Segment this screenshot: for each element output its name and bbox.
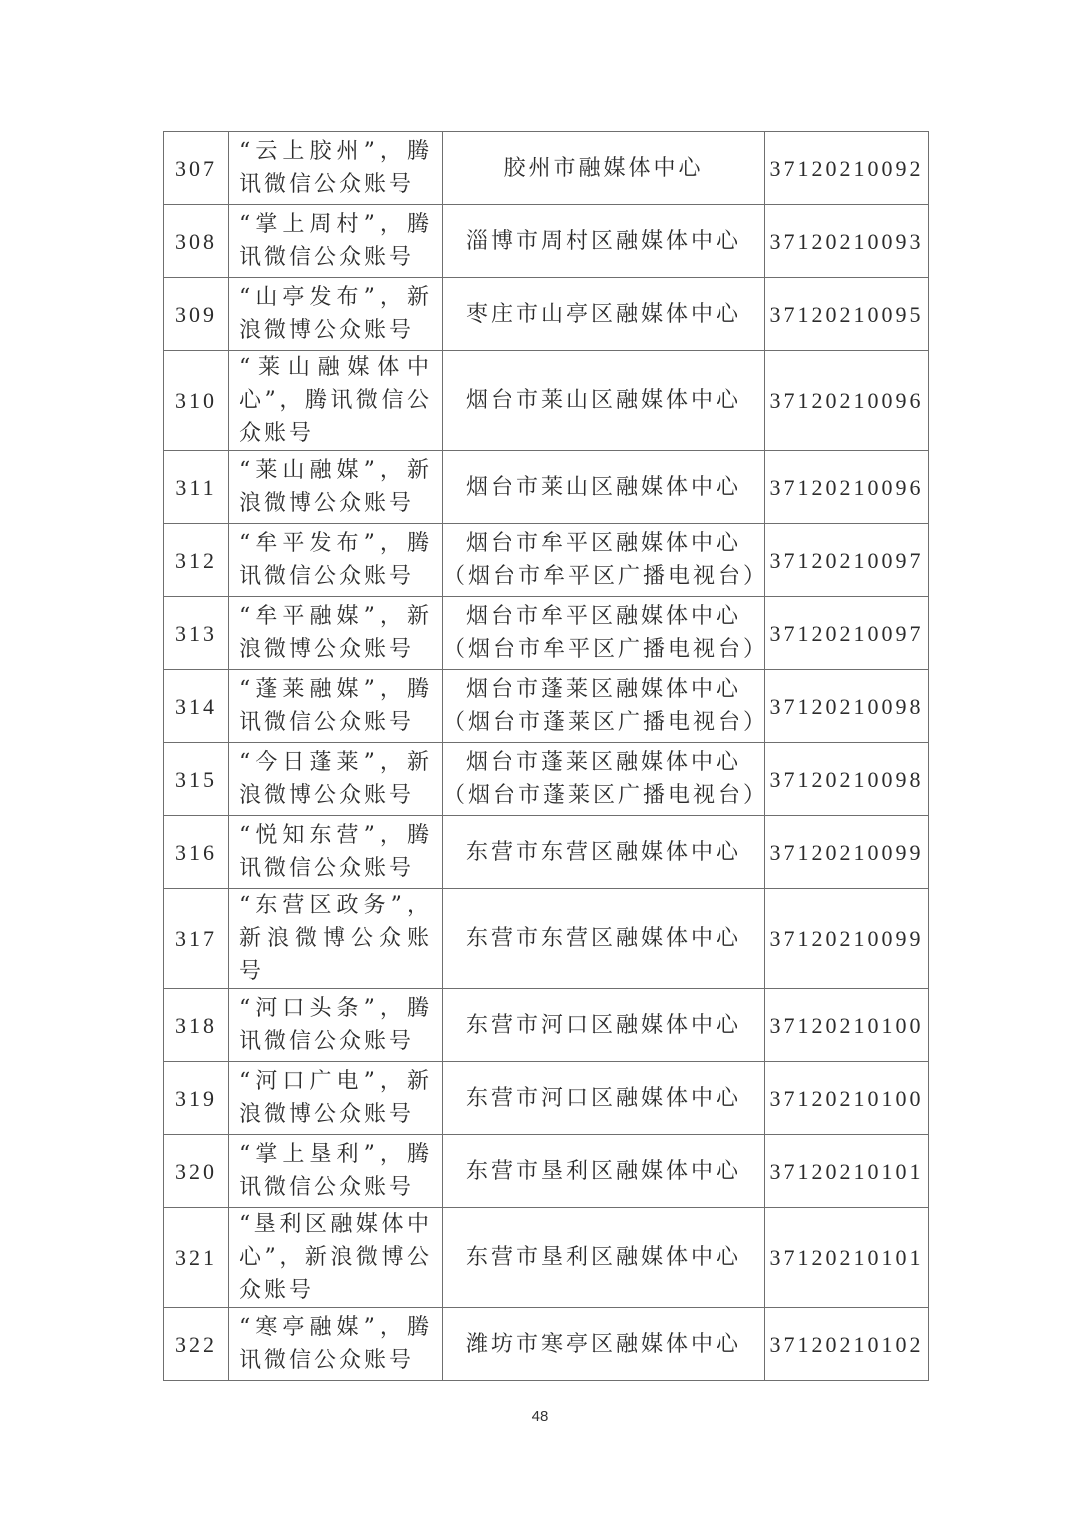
table-row	[164, 1135, 929, 1208]
page-number: 48	[531, 1408, 549, 1425]
row-number-cell: 310	[164, 351, 229, 451]
table-row	[164, 816, 929, 889]
organization-line: 淄博市周村区融媒体中心	[465, 228, 741, 254]
license-code-cell: 37120210098	[765, 743, 929, 816]
table-row	[164, 205, 929, 278]
organization-cell	[443, 132, 765, 205]
table-row	[164, 451, 929, 524]
row-number-cell: 307	[164, 132, 229, 205]
account-name-text: “河口头条”，腾讯微信公众账号	[239, 996, 432, 1054]
account-name-text: “莱山融媒体中心”，腾讯微信公众账号	[239, 355, 432, 446]
organization-cell	[443, 1208, 765, 1308]
table-row	[164, 351, 929, 451]
registry-table	[163, 131, 929, 1381]
license-code-cell: 37120210100	[765, 1062, 929, 1135]
account-name-text: “悦知东营”，腾讯微信公众账号	[239, 823, 432, 881]
row-number-cell: 315	[164, 743, 229, 816]
account-name-text: “掌上周村”，腾讯微信公众账号	[239, 212, 432, 270]
row-number-cell: 308	[164, 205, 229, 278]
organization-cell	[443, 1062, 765, 1135]
account-name-cell	[229, 889, 443, 989]
license-code-cell: 37120210099	[765, 816, 929, 889]
account-name-cell	[229, 1062, 443, 1135]
license-code-cell: 37120210102	[765, 1308, 929, 1381]
organization-cell	[443, 743, 769, 816]
organization-cell	[443, 989, 765, 1062]
license-code-cell: 37120210097	[765, 597, 929, 670]
row-number-cell: 314	[164, 670, 229, 743]
organization-cell	[443, 205, 765, 278]
table-row	[164, 597, 929, 670]
table-row	[164, 278, 929, 351]
organization-line: （烟台市牟平区广播电视台）	[443, 637, 769, 662]
table-row	[164, 743, 929, 816]
row-number-cell: 319	[164, 1062, 229, 1135]
row-number-cell: 321	[164, 1208, 229, 1308]
account-name-cell	[229, 670, 443, 743]
account-name-cell	[229, 816, 443, 889]
organization-cell	[443, 889, 765, 989]
license-code-cell: 37120210098	[765, 670, 929, 743]
account-name-cell	[229, 132, 443, 205]
table-row	[164, 1308, 929, 1381]
license-code-cell: 37120210097	[765, 524, 929, 597]
organization-line: 枣庄市山亭区融媒体中心	[465, 301, 741, 327]
license-code-cell: 37120210093	[765, 205, 929, 278]
organization-line: 潍坊市寒亭区融媒体中心	[465, 1331, 741, 1357]
organization-cell	[443, 524, 769, 597]
organization-cell	[443, 1308, 765, 1381]
organization-line: 东营市垦利区融媒体中心	[465, 1158, 741, 1184]
organization-cell	[443, 278, 765, 351]
account-name-text: “寒亭融媒”，腾讯微信公众账号	[239, 1315, 432, 1373]
account-name-text: “掌上垦利”，腾讯微信公众账号	[239, 1142, 432, 1200]
license-code-cell: 37120210096	[765, 451, 929, 524]
organization-line: 烟台市莱山区融媒体中心	[465, 388, 741, 413]
organization-cell	[443, 816, 765, 889]
organization-line: 烟台市蓬莱区融媒体中心	[465, 750, 741, 775]
organization-line: 烟台市蓬莱区融媒体中心	[465, 677, 741, 702]
organization-line: 东营市东营区融媒体中心	[465, 926, 741, 951]
account-name-cell	[229, 1208, 443, 1308]
account-name-cell	[229, 351, 443, 451]
table-row	[164, 1062, 929, 1135]
organization-cell	[443, 1135, 765, 1208]
license-code-cell: 37120210095	[765, 278, 929, 351]
account-name-text: “云上胶州”，腾讯微信公众账号	[239, 139, 432, 197]
row-number-cell: 322	[164, 1308, 229, 1381]
organization-line: 烟台市牟平区融媒体中心	[465, 531, 741, 556]
account-name-cell	[229, 1308, 443, 1381]
license-code-cell: 37120210101	[765, 1208, 929, 1308]
organization-line: 烟台市莱山区融媒体中心	[465, 474, 741, 500]
account-name-text: “山亭发布”，新浪微博公众账号	[239, 285, 432, 343]
table-row	[164, 989, 929, 1062]
account-name-cell	[229, 524, 443, 597]
organization-cell	[443, 597, 769, 670]
account-name-cell	[229, 205, 443, 278]
organization-line: （烟台市牟平区广播电视台）	[443, 564, 769, 589]
account-name-text: “东营区政务”，新浪微博公众账号	[239, 893, 432, 984]
license-code-cell: 37120210092	[765, 132, 929, 205]
organization-line: （烟台市蓬莱区广播电视台）	[443, 710, 769, 735]
table-row	[164, 889, 929, 989]
account-name-text: “今日蓬莱”，新浪微博公众账号	[239, 750, 432, 808]
table-row	[164, 1208, 929, 1308]
organization-line: 烟台市牟平区融媒体中心	[465, 604, 741, 629]
row-number-cell: 316	[164, 816, 229, 889]
table-row	[164, 132, 929, 205]
license-code-cell: 37120210100	[765, 989, 929, 1062]
account-name-cell	[229, 1135, 443, 1208]
account-name-text: “牟平发布”，腾讯微信公众账号	[239, 531, 432, 589]
account-name-text: “莱山融媒”，新浪微博公众账号	[239, 458, 432, 516]
account-name-cell	[229, 451, 443, 524]
row-number-cell: 320	[164, 1135, 229, 1208]
account-name-cell	[229, 278, 443, 351]
row-number-cell: 318	[164, 989, 229, 1062]
row-number-cell: 312	[164, 524, 229, 597]
account-name-text: “垦利区融媒体中心”，新浪微博公众账号	[239, 1212, 432, 1303]
account-name-cell	[229, 597, 443, 670]
account-name-text: “蓬莱融媒”，腾讯微信公众账号	[239, 677, 432, 735]
row-number-cell: 309	[164, 278, 229, 351]
organization-line: 东营市河口区融媒体中心	[465, 1085, 741, 1111]
organization-cell	[443, 351, 765, 451]
account-name-text: “河口广电”，新浪微博公众账号	[239, 1069, 432, 1127]
account-name-text: “牟平融媒”，新浪微博公众账号	[239, 604, 432, 662]
license-code-cell: 37120210101	[765, 1135, 929, 1208]
organization-line: 东营市垦利区融媒体中心	[465, 1245, 741, 1270]
license-code-cell: 37120210099	[765, 889, 929, 989]
organization-line: （烟台市蓬莱区广播电视台）	[443, 783, 769, 808]
organization-cell	[443, 670, 769, 743]
account-name-cell	[229, 743, 443, 816]
license-code-cell: 37120210096	[765, 351, 929, 451]
organization-cell	[443, 451, 765, 524]
organization-line: 东营市河口区融媒体中心	[465, 1012, 741, 1038]
row-number-cell: 311	[164, 451, 229, 524]
row-number-cell: 317	[164, 889, 229, 989]
organization-line: 胶州市融媒体中心	[503, 155, 704, 181]
table-row	[164, 524, 929, 597]
row-number-cell: 313	[164, 597, 229, 670]
account-name-cell	[229, 989, 443, 1062]
organization-line: 东营市东营区融媒体中心	[465, 839, 741, 865]
registry-table-body	[164, 132, 929, 1381]
table-row	[164, 670, 929, 743]
